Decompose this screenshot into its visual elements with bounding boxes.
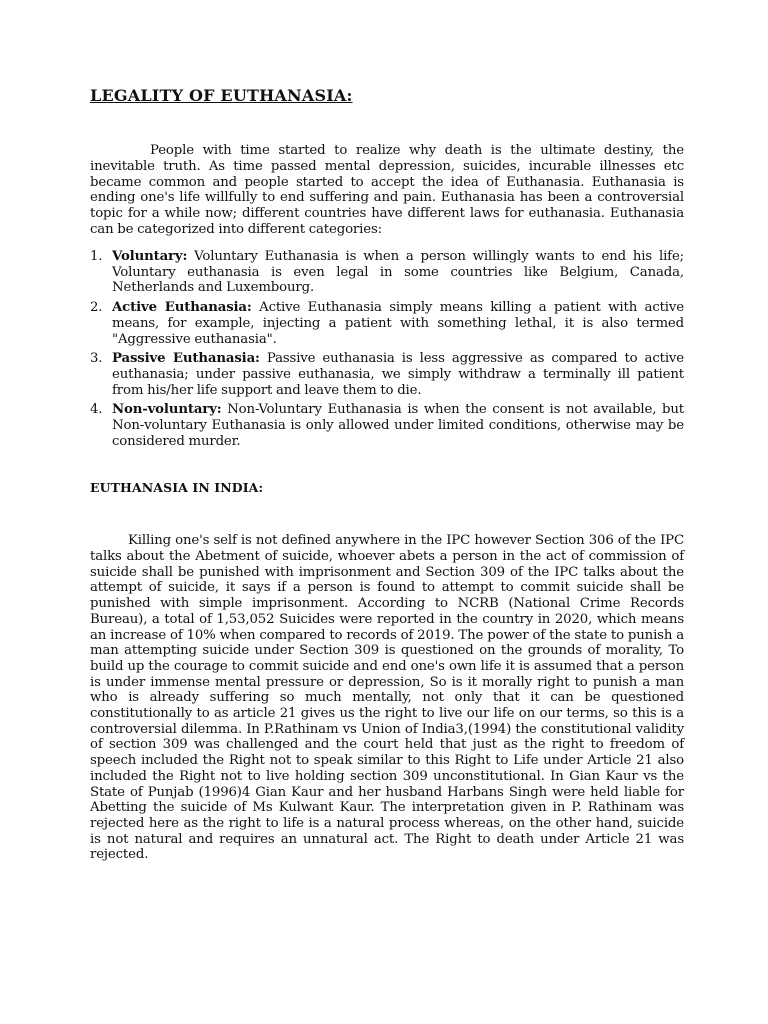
- category-term: Passive Euthanasia:: [112, 351, 260, 367]
- category-term: Non-voluntary:: [112, 402, 222, 418]
- category-text: Voluntary Euthanasia is when a person willingly wants to end his life; Voluntary euthanasia is even legal in some countries like Belgium, Canada, Netherlands and Luxembourg.: [112, 249, 684, 296]
- category-list: [90, 249, 684, 453]
- page-title: LEGALITY OF EUTHANASIA:: [90, 86, 353, 105]
- category-term: Active Euthanasia:: [112, 300, 252, 316]
- list-item: [90, 402, 684, 449]
- list-number: 1.: [90, 249, 103, 264]
- category-text: Non-Voluntary Euthanasia is when the consent is not available, but Non-voluntary Euthanasia is only allowed under limited conditions, otherwise may be considered murder.: [112, 402, 684, 449]
- category-text: Active Euthanasia simply means killing a patient with active means, for example, injecting a patient with something lethal, it is also termed "Aggressive euthanasia".: [112, 300, 684, 347]
- section-heading: EUTHANASIA IN INDIA:: [90, 480, 264, 495]
- india-paragraph: Killing one's self is not defined anywhere in the IPC however Section 306 of the IPC talks about the Abetment of suicide, whoever abets a person in the act of commission of suicide shall be punished with imprisonment and Section 309 of the IPC talks about the attempt of suicide, it says if a person is found to attempt to commit suicide shall be punished with simple imprisonment. According to NCRB (National Crime Records Bureau), a total of 1,53,052 Suicides were reported in the country in 2020, which means an increase of 10% when compared to records of 2019. The power of the state to punish a man attempting suicide under Section 309 is questioned on the grounds of morality, To build up the courage to commit suicide and end one's own life it is assumed that a person is under immense mental pressure or depression, So is it morally right to punish a man who is already suffering so much mentally, not only that it can be questioned constitutionally to as article 21 gives us the right to live our life on our terms, so this is a controversial dilemma. In P.Rathinam vs Union of India3,(1994) the constitutional validity of section 309 was challenged and the court held that just as the right to freedom of speech included the Right not to speak similar to this Right to Life under Article 21 also included the Right not to live holding section 309 unconstitutional. In Gian Kaur vs the State of Punjab (1996)4 Gian Kaur and her husband Harbans Singh were held liable for Abetting the suicide of Ms Kulwant Kaur. The interpretation given in P. Rathinam was rejected here as the right to life is a natural process whereas, on the other hand, suicide is not natural and requires an unnatural act. The Right to death under Article 21 was rejected.: [90, 533, 684, 863]
- list-number: 3.: [90, 351, 103, 367]
- category-term: Voluntary:: [112, 249, 188, 264]
- list-number: 2.: [90, 300, 103, 316]
- list-number: 4.: [90, 402, 103, 418]
- intro-paragraph: People with time started to realize why death is the ultimate destiny, the inevitable truth. As time passed mental depression, suicides, incurable illnesses etc became common and people started to accept the idea of Euthanasia. Euthanasia is ending one's life willfully to end suffering and pain. Euthanasia has been a controversial topic for a while now; different countries have different laws for euthanasia. Euthanasia can be categorized into different categories:: [90, 143, 684, 237]
- list-item: [90, 351, 684, 398]
- category-text: Passive euthanasia is less aggressive as compared to active euthanasia; under passive euthanasia, we simply withdraw a terminally ill patient from his/her life support and leave them to die.: [112, 351, 684, 398]
- list-item: [90, 300, 684, 347]
- list-item: [90, 249, 684, 296]
